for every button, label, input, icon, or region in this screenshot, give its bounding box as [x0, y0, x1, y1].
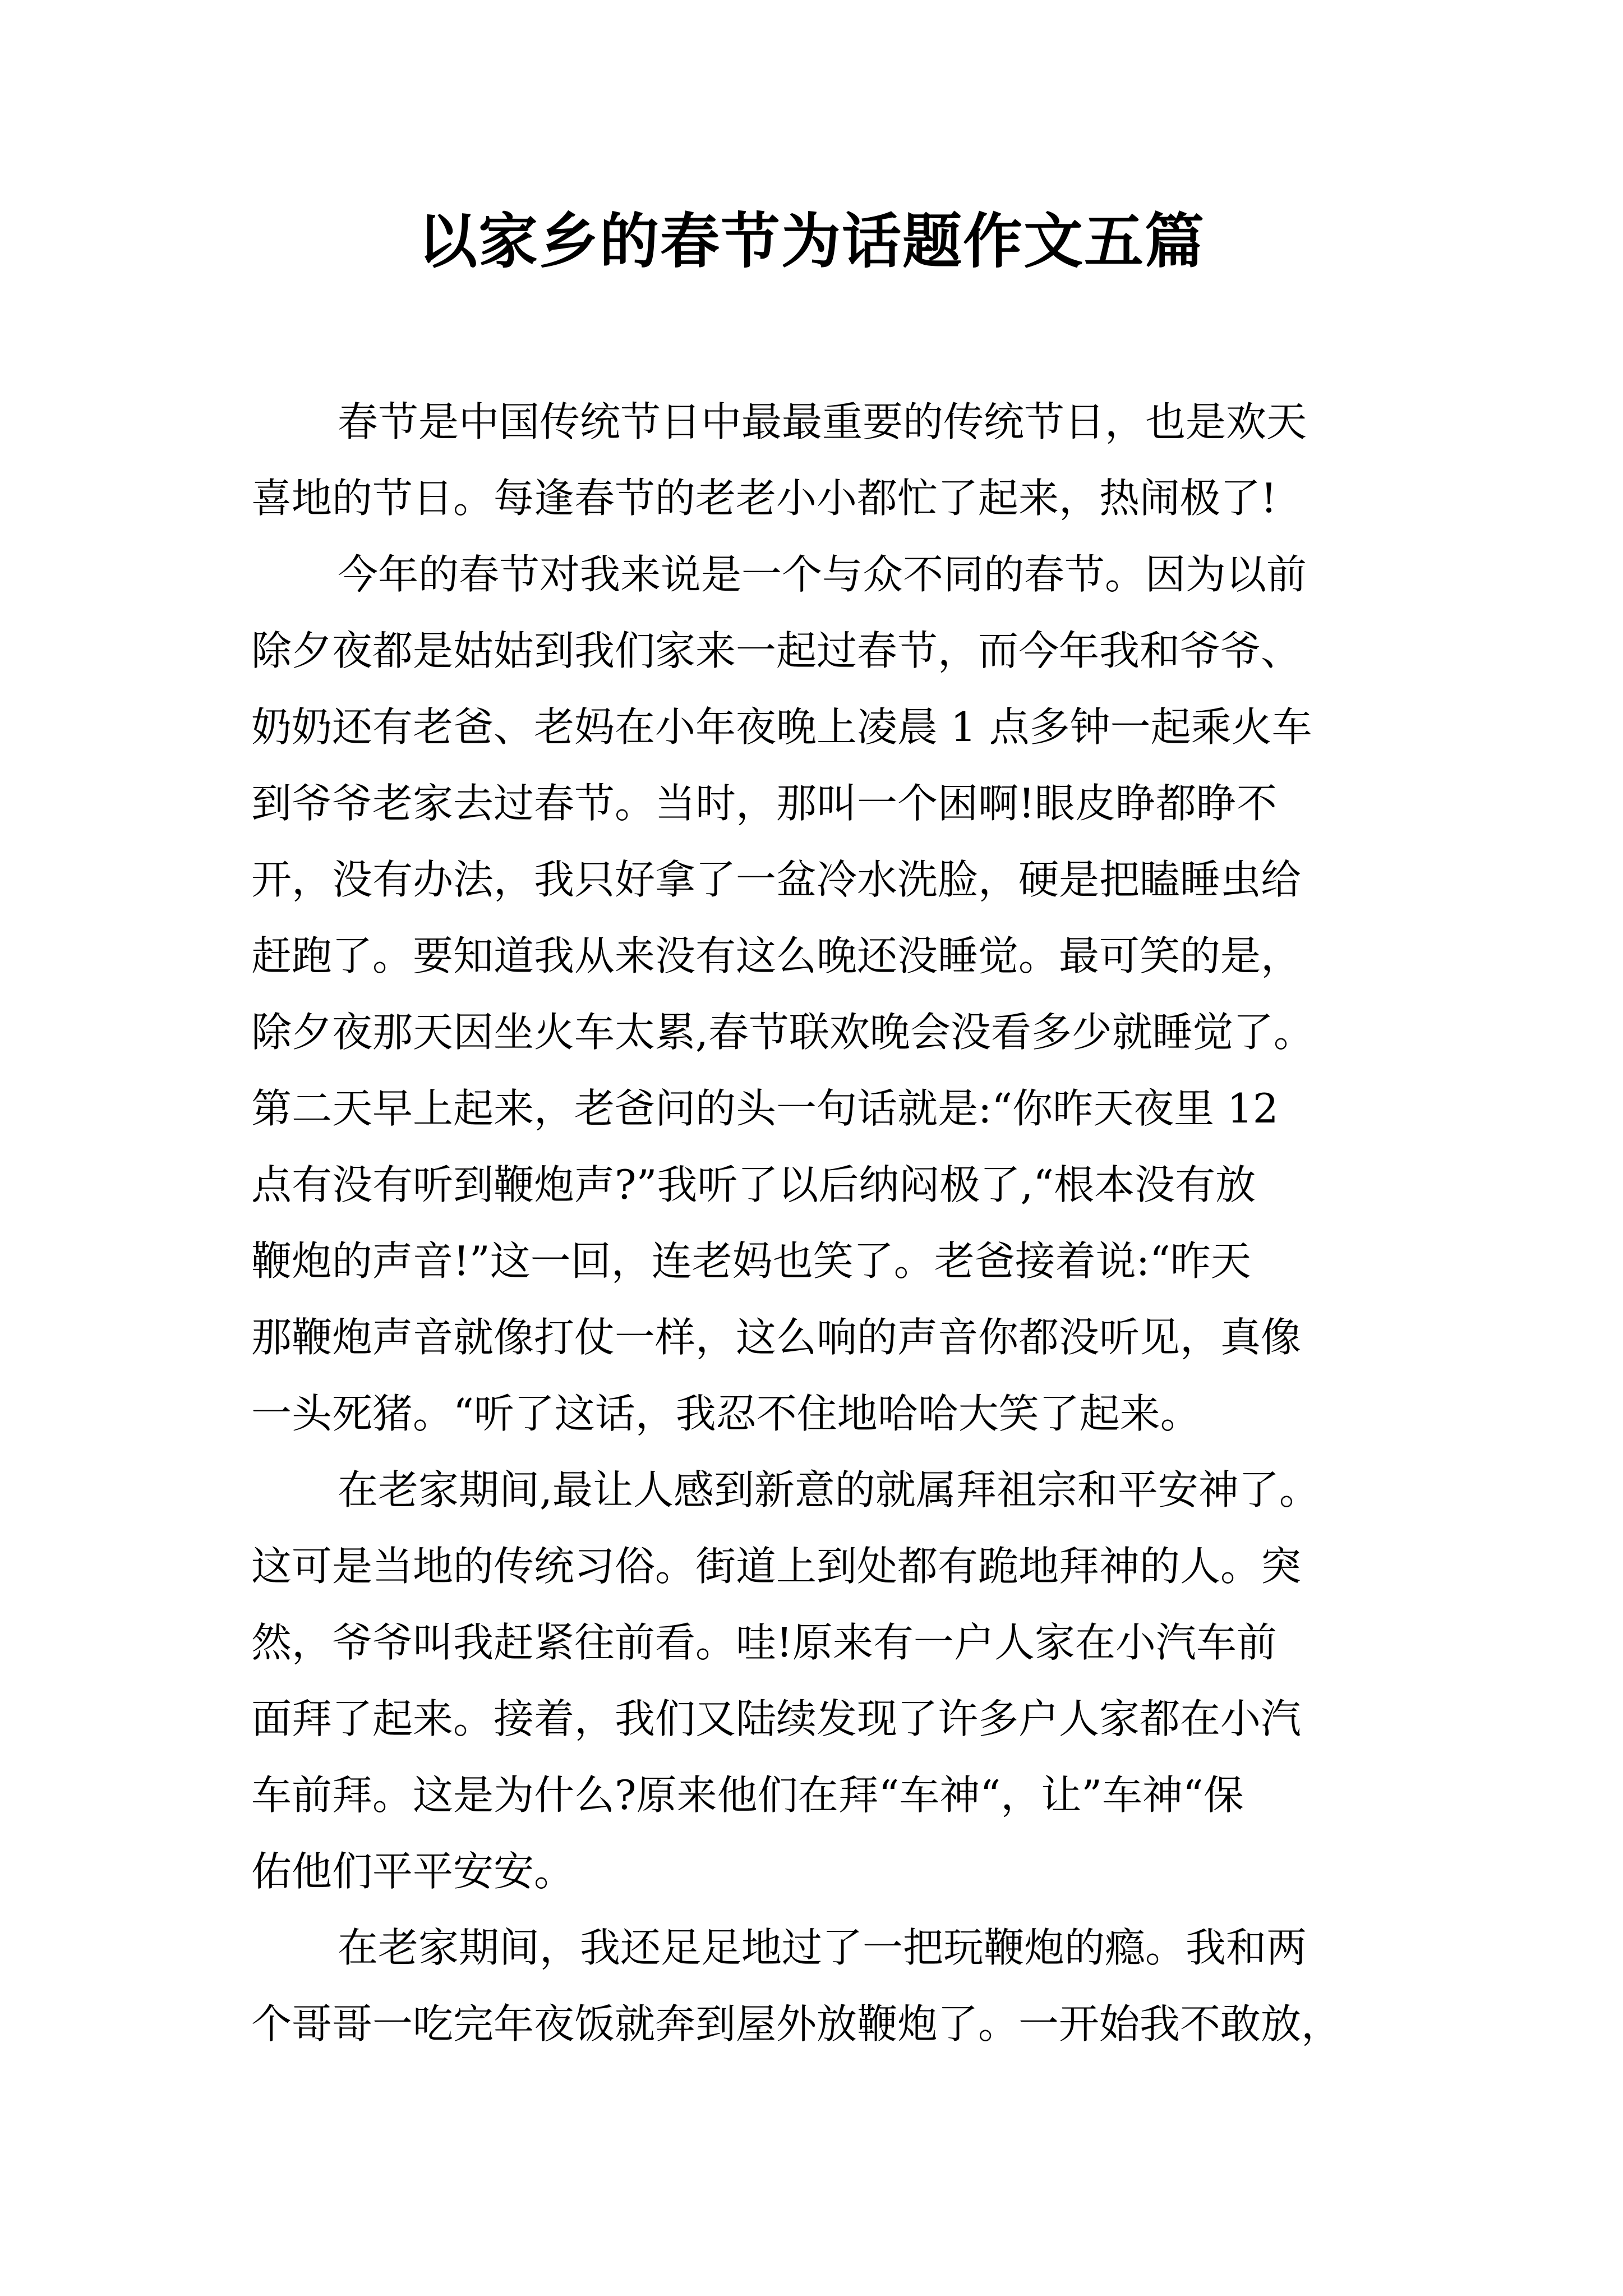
- text-line: 第二天早上起来，老爸问的头一句话就是:“你昨天夜里 12: [251, 1085, 1279, 1132]
- text-line: 然，爷爷叫我赶紧往前看。哇!原来有一户人家在小汽车前: [251, 1619, 1277, 1666]
- paragraph: [251, 384, 1384, 536]
- text-line: 到爷爷老家去过春节。当时，那叫一个困啊!眼皮睁都睁不: [251, 780, 1277, 827]
- text-line: 面拜了起来。接着，我们又陆续发现了许多户人家都在小汽: [251, 1695, 1302, 1742]
- text-line: 除夕夜都是姑姑到我们家来一起过春节，而今年我和爷爷、: [251, 627, 1302, 674]
- text-line: 一头死猪。“听了这话，我忍不住地哈哈大笑了起来。: [251, 1390, 1201, 1437]
- text-line: 车前拜。这是为什么?原来他们在拜“车神“，让”车神“保: [251, 1772, 1244, 1819]
- text-line: 那鞭炮声音就像打仗一样，这么响的声音你都没听见，真像: [251, 1314, 1302, 1361]
- text-line: 赶跑了。要知道我从来没有这么晚还没睡觉。最可笑的是，: [251, 932, 1302, 979]
- text-line: 春节是中国传统节日中最最重要的传统节日，也是欢天: [338, 398, 1307, 445]
- text-line: 除夕夜那天因坐火车太累,春节联欢晚会没看多少就睡觉了。: [251, 1009, 1314, 1056]
- text-line: 这可是当地的传统习俗。街道上到处都有跪地拜神的人。突: [251, 1543, 1302, 1590]
- text-line: 今年的春节对我来说是一个与众不同的春节。因为以前: [338, 551, 1307, 598]
- paragraph: [251, 1452, 1384, 1910]
- document-title: 以家乡的春节为话题作文五篇: [418, 206, 1205, 276]
- text-line: 喜地的节日。每逢春节的老老小小都忙了起来，热闹极了!: [251, 475, 1277, 522]
- text-line: 点有没有听到鞭炮声?”我听了以后纳闷极了,“根本没有放: [251, 1161, 1256, 1208]
- text-line: 在老家期间,最让人感到新意的就属拜祖宗和平安神了。: [338, 1466, 1320, 1513]
- text-line: 奶奶还有老爸、老妈在小年夜晚上凌晨 1 点多钟一起乘火车: [251, 703, 1312, 751]
- document-body: [251, 384, 1384, 2062]
- text-line: 开，没有办法，我只好拿了一盆冷水洗脸，硬是把瞌睡虫给: [251, 856, 1302, 903]
- text-line: 佑他们平平安安。: [251, 1848, 575, 1895]
- paragraph: [251, 536, 1384, 1452]
- text-line: 个哥哥一吃完年夜饭就奔到屋外放鞭炮了。一开始我不敢放，: [251, 2000, 1342, 2047]
- text-line: 鞭炮的声音!”这一回，连老妈也笑了。老爸接着说:“昨天: [251, 1237, 1251, 1285]
- text-line: 在老家期间，我还足足地过了一把玩鞭炮的瘾。我和两: [338, 1924, 1307, 1971]
- paragraph: [251, 1910, 1384, 2062]
